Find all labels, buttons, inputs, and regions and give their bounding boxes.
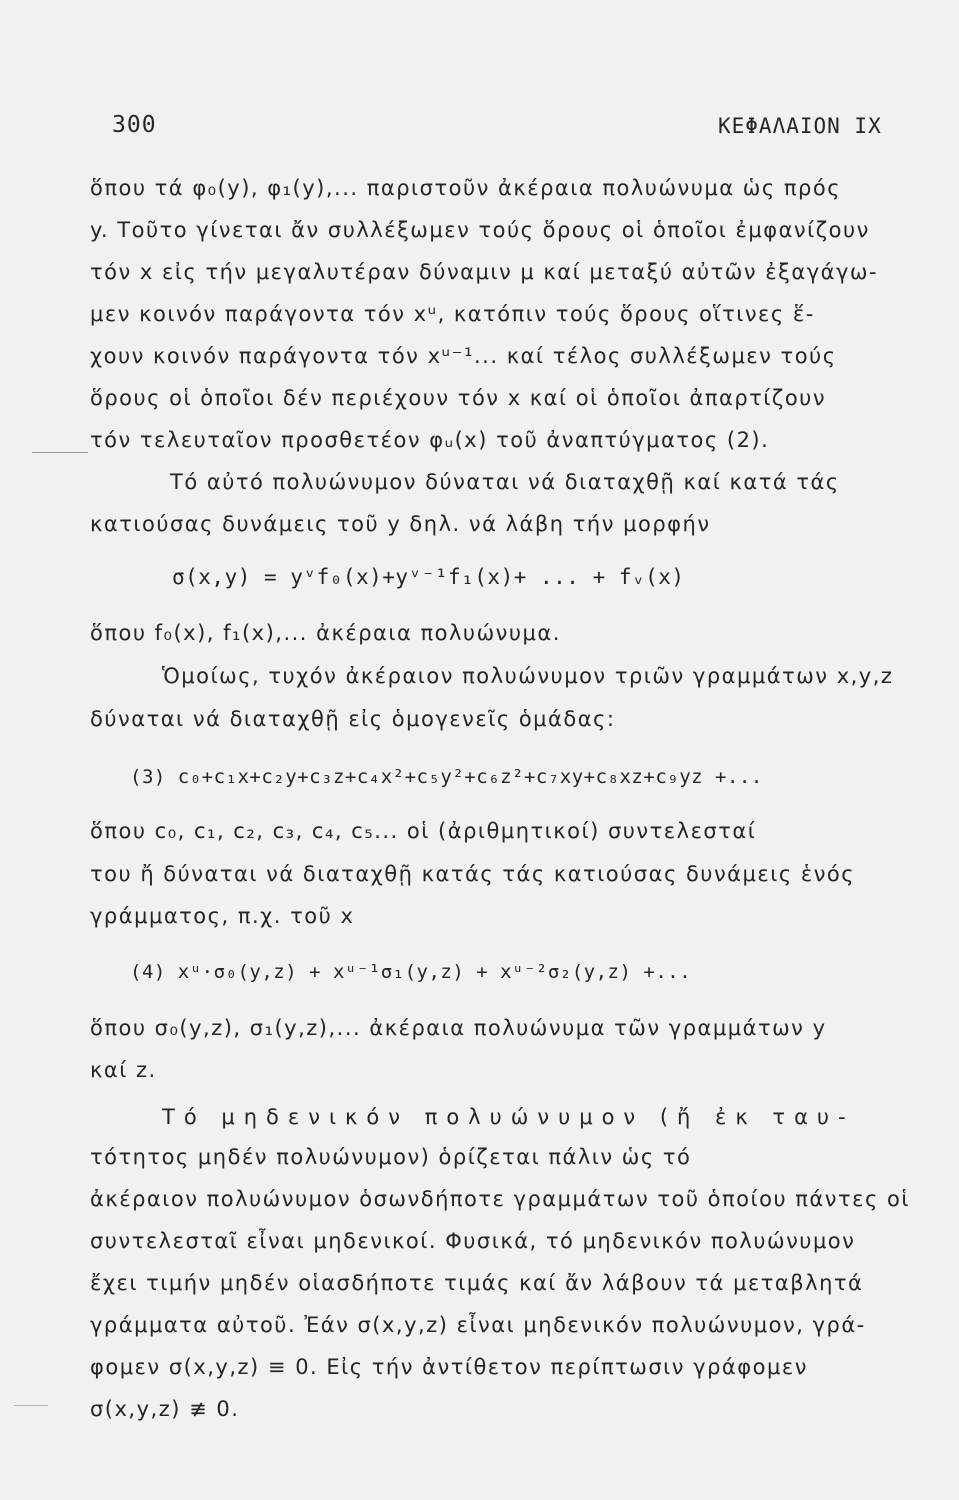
text-line-11: ὅπου f₀(x), f₁(x),... ἀκέραια πολυώνυμα. — [90, 621, 561, 645]
text-line-13: δύναται νά διαταχθῇ εἰς ὁμογενεῖς ὁμάδας: — [90, 707, 616, 731]
text-line-12: Ὁμοίως, τυχόν ἀκέραιον πολυώνυμον τριῶν γραμμάτων x,y,z — [162, 664, 894, 688]
text-line-25: ἔχει τιμήν μηδέν οἱασδήποτε τιμάς καί ἄν λάβουν τά μεταβλητά — [90, 1271, 864, 1295]
text-line-3: τόν x εἰς τήν μεγαλυτέραν δύναμιν μ καί μεταξύ αὐτῶν ἐξαγάγω- — [90, 260, 879, 284]
formula-4: (4) xᵘ·σ₀(y,z) + xᵘ⁻¹σ₁(y,z) + xᵘ⁻²σ₂(y,z) +... — [130, 961, 692, 983]
page-number: 300 — [112, 112, 157, 138]
text-line-22: τότητος μηδέν πολυώνυμον) ὁρίζεται πάλιν ὡς τό — [90, 1145, 692, 1169]
text-line-4: μεν κοινόν παράγοντα τόν xᵘ, κατόπιν τούς ὅρους οἵτινες ἕ- — [90, 302, 815, 326]
text-line-20: καί z. — [90, 1058, 157, 1082]
text-line-16: του ἤ δύναται νά διαταχθῇ κατάς τάς κατιούσας δυνάμεις ἑνός — [90, 862, 856, 886]
text-line-24: συντελεσταῖ εἶναι μηδενικοί. Φυσικά, τό μηδενικόν πολυώνυμον — [90, 1229, 856, 1253]
text-line-21: Τό μηδενικόν πολυώνυμον (ἤ ἐκ ταυ- — [162, 1105, 855, 1129]
formula-3: (3) c₀+c₁x+c₂y+c₃z+c₄x²+c₅y²+c₆z²+c₇xy+c₈xz+c₉yz +... — [130, 766, 763, 788]
margin-mark — [14, 1405, 48, 1406]
text-line-17: γράμματος, π.χ. τοῦ x — [90, 904, 355, 928]
margin-dash — [32, 452, 88, 453]
text-line-19: ὅπου σ₀(y,z), σ₁(y,z),... ἀκέραια πολυώνυμα τῶν γραμμάτων y — [90, 1016, 827, 1040]
text-line-23: ἀκέραιον πολυώνυμον ὁσωνδήποτε γραμμάτων τοῦ ὁποίου πάντες οἱ — [90, 1187, 910, 1211]
text-line-27: φομεν σ(x,y,z) ≡ 0. Εἰς τήν ἀντίθετον περίπτωσιν γράφομεν — [90, 1355, 808, 1379]
chapter-header: ΚΕΦΑΛΑΙΟΝ IX — [718, 114, 882, 138]
text-line-8: Τό αὐτό πολυώνυμον δύναται νά διαταχθῇ καί κατά τάς — [170, 470, 840, 494]
formula-sigma-xy: σ(x,y) = yᵛf₀(x)+yᵛ⁻¹f₁(x)+ ... + fᵥ(x) — [172, 565, 685, 589]
text-line-15: ὅπου c₀, c₁, c₂, c₃, c₄, c₅... οἱ (ἀριθμητικοί) συντελεσταί — [90, 819, 757, 843]
text-line-6: ὅρους οἱ ὁποῖοι δέν περιέχουν τόν x καί οἱ ὁποῖοι ἀπαρτίζουν — [90, 386, 827, 410]
text-line-2: y. Τοῦτο γίνεται ἄν συλλέξωμεν τούς ὅρους οἱ ὁποῖοι ἐμφανίζουν — [90, 218, 870, 242]
text-line-26: γράμματα αὐτοῦ. Ἐάν σ(x,y,z) εἶναι μηδενικόν πολυώνυμον, γρά- — [90, 1313, 866, 1337]
text-line-5: χουν κοινόν παράγοντα τόν xᵘ⁻¹... καί τέλος συλλέξωμεν τούς — [90, 344, 837, 368]
text-line-9: κατιούσας δυνάμεις τοῦ y δηλ. νά λάβη τήν μορφήν — [90, 512, 711, 536]
text-line-28: σ(x,y,z) ≢ 0. — [90, 1397, 240, 1421]
text-line-1: ὅπου τά φ₀(y), φ₁(y),... παριστοῦν ἀκέραια πολυώνυμα ὡς πρός — [90, 176, 842, 200]
text-line-7: τόν τελευταῖον προσθετέον φᵤ(x) τοῦ ἀναπτύγματος (2). — [90, 428, 770, 452]
